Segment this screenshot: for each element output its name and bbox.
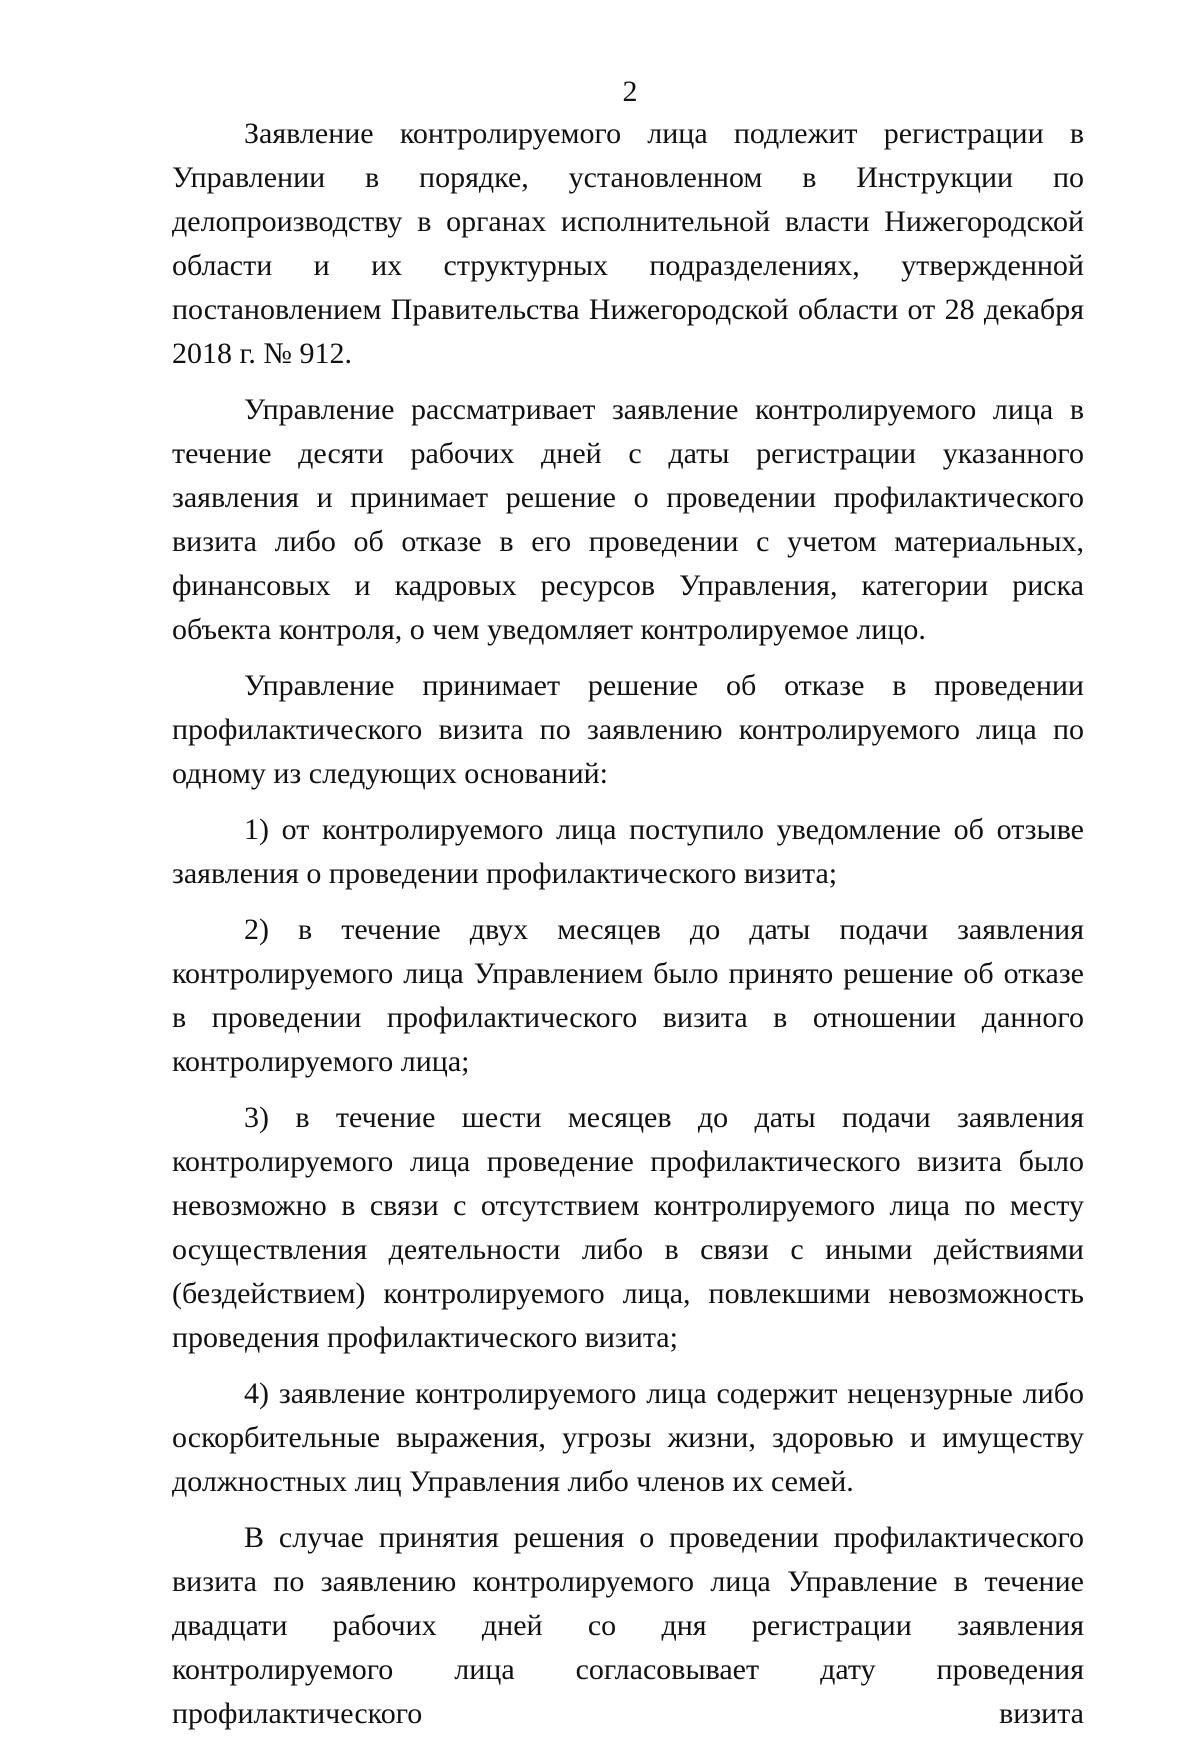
paragraph-review: Управление рассматривает заявление контролируемого лица в течение десяти рабочих дней с даты регистрации указанного заявления и принимает решение о проведении профилактического визита либо об отказе в его проведении с учетом материальных, финансовых и кадровых ресурсов Управления, категории риска объекта контроля, о чем уведомляет контролируемое лицо. bbox=[172, 393, 1084, 646]
paragraph-visit-scheduling: В случае принятия решения о проведении профилактического визита по заявлению контролируемого лица Управление в течение двадцати рабочих дней со дня регистрации заявления контролируемого лица согласовывает дату проведения профилактического визита bbox=[172, 1521, 1084, 1730]
list-item-2: 2) в течение двух месяцев до даты подачи заявления контролируемого лица Управлением было принято решение об отказе в проведении профилактического визита в отношении данного контролируемого лица; bbox=[172, 913, 1084, 1078]
list-item-3: 3) в течение шести месяцев до даты подачи заявления контролируемого лица проведение профилактического визита было невозможно в связи с отсутствием контролируемого лица по месту осуществления деятельности либо в связи с иными действиями (бездействием) контролируемого лица, повлекшими невозможность проведения профилактического визита; bbox=[172, 1101, 1084, 1354]
paragraph-refusal-grounds: Управление принимает решение об отказе в проведении профилактического визита по заявлению контролируемого лица по одному из следующих оснований: bbox=[172, 669, 1084, 790]
paragraph-registration: Заявление контролируемого лица подлежит регистрации в Управлении в порядке, установленном в Инструкции по делопроизводству в органах исполнительной власти Нижегородской области и их структурных подразделениях, утвержденной постановлением Правительства Нижегородской области от 28 декабря 2018 г. № 912. bbox=[172, 117, 1084, 370]
list-item-1: 1) от контролируемого лица поступило уведомление об отзыве заявления о проведении профилактического визита; bbox=[172, 813, 1084, 890]
list-item-4: 4) заявление контролируемого лица содержит нецензурные либо оскорбительные выражения, угрозы жизни, здоровью и имуществу должностных лиц Управления либо членов их семей. bbox=[172, 1377, 1084, 1498]
page-number: 2 bbox=[622, 75, 638, 108]
document-body bbox=[172, 112, 1084, 1748]
